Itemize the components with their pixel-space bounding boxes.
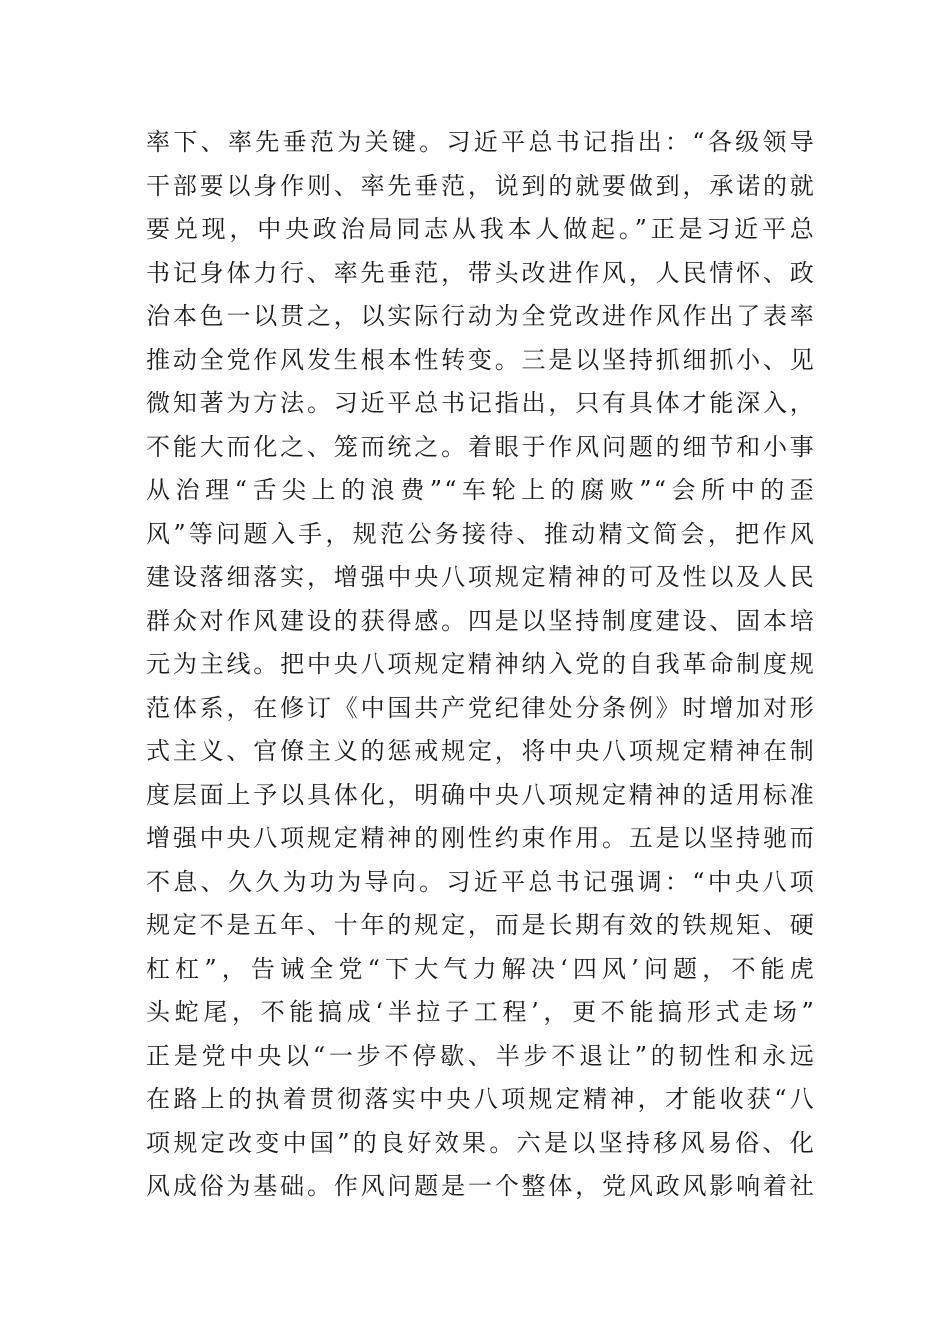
text-line: 度层面上予以具体化，明确中央八项规定精神的适用标准 [146, 780, 816, 809]
text-line: 率下、率先垂范为关键。习近平总书记指出：“各级领导 [146, 128, 816, 156]
text-line: 微知著为方法。习近平总书记指出，只有具体才能深入， [146, 389, 816, 417]
text-line: 范体系，在修订《中国共产党纪律处分条例》时增加对形 [146, 693, 816, 722]
text-line: 群众对作风建设的获得感。四是以坚持制度建设、固本培 [146, 606, 816, 635]
text-line: 建设落细落实，增强中央八项规定精神的可及性以及人民 [146, 563, 816, 591]
text-line: 项规定改变中国”的良好效果。六是以坚持移风易俗、化 [146, 1128, 816, 1157]
text-line: 规定不是五年、十年的规定，而是长期有效的铁规矩、硬 [146, 911, 816, 939]
text-line: 风”等问题入手，规范公务接待、推动精文简会，把作风 [146, 519, 816, 548]
text-line: 杠杠”，告诫全党“下大气力解决‘四风’问题，不能虎 [146, 954, 816, 983]
text-line: 头蛇尾，不能搞成‘半拉子工程’，更不能搞形式走场” [146, 998, 816, 1026]
text-line: 要兑现，中央政治局同志从我本人做起。”正是习近平总 [146, 215, 816, 243]
text-line: 推动全党作风发生根本性转变。三是以坚持抓细抓小、见 [146, 345, 816, 374]
text-line: 书记身体力行、率先垂范，带头改进作风，人民情怀、政 [146, 258, 816, 287]
text-line: 不能大而化之、笼而统之。着眼于作风问题的细节和小事 [146, 432, 816, 461]
text-line: 风成俗为基础。作风问题是一个整体，党风政风影响着社 [146, 1172, 816, 1200]
text-line: 在路上的执着贯彻落实中央八项规定精神，才能收获“八 [146, 1085, 816, 1113]
text-line: 从治理“舌尖上的浪费”“车轮上的腐败”“会所中的歪 [146, 476, 816, 504]
text-line: 正是党中央以“一步不停歇、半步不退让”的韧性和永远 [146, 1041, 816, 1070]
body-text [146, 121, 816, 1209]
text-line: 增强中央八项规定精神的刚性约束作用。五是以坚持驰而 [146, 824, 816, 852]
text-line: 干部要以身作则、率先垂范，说到的就要做到，承诺的就 [146, 171, 816, 200]
text-line: 式主义、官僚主义的惩戒规定，将中央八项规定精神在制 [146, 737, 816, 765]
text-line: 治本色一以贯之，以实际行动为全党改进作风作出了表率 [146, 302, 816, 330]
text-line: 不息、久久为功为导向。习近平总书记强调：“中央八项 [146, 867, 816, 896]
text-line: 元为主线。把中央八项规定精神纳入党的自我革命制度规 [146, 650, 816, 678]
